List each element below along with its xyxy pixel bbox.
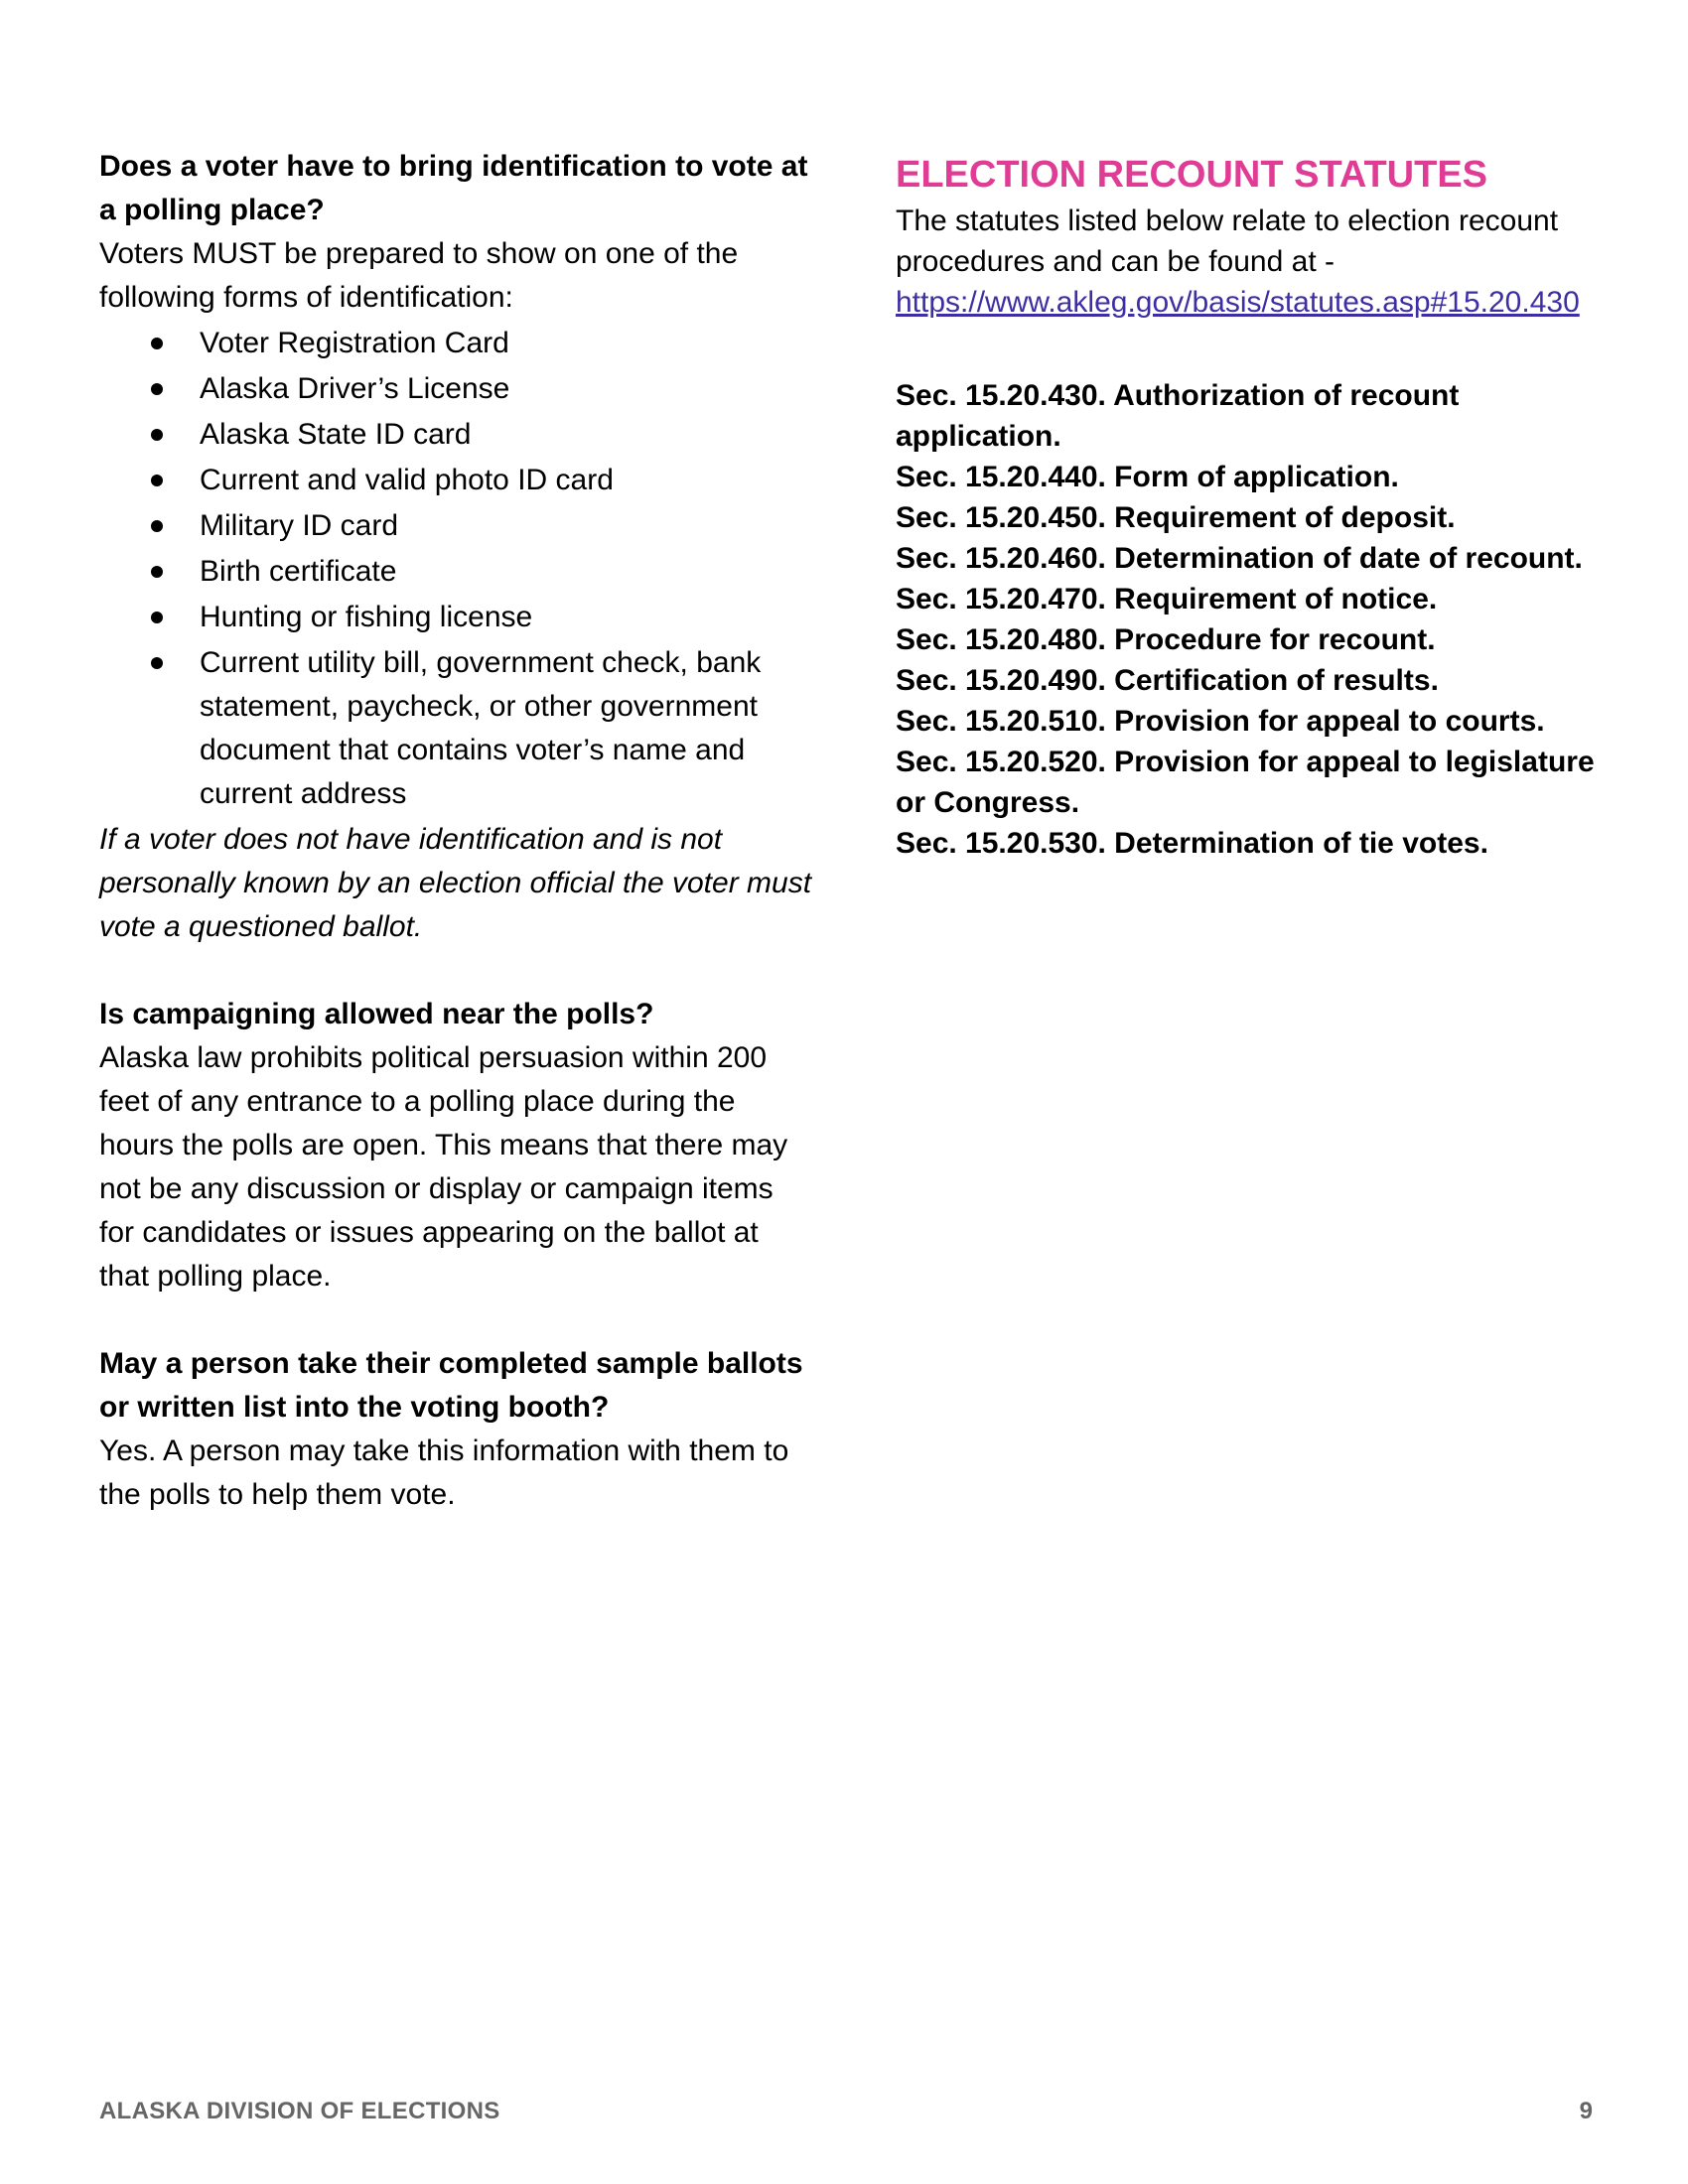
section-item: Sec. 15.20.530. Determination of tie votes.	[896, 827, 1488, 860]
section-item: Sec. 15.20.470. Requirement of notice.	[896, 583, 1438, 615]
section-heading: ELECTION RECOUNT STATUTES	[896, 154, 1488, 196]
id-list	[99, 322, 814, 816]
faq-column	[99, 145, 814, 1517]
list-item: Current utility bill, government check, bank statement, paycheck, or other government document that contains voter’s name and current address	[99, 641, 814, 816]
page-number: 9	[1579, 2098, 1593, 2124]
bullet-icon	[151, 612, 163, 623]
bullet-icon	[151, 383, 163, 395]
section-item: Sec. 15.20.480. Procedure for recount.	[896, 623, 1436, 656]
list-item: Military ID card	[99, 504, 814, 548]
section-list	[896, 375, 1611, 864]
section-item: Sec. 15.20.460. Determination of date of recount.	[896, 542, 1583, 575]
bullet-icon	[151, 338, 163, 349]
spacer	[99, 1298, 814, 1342]
campaign-answer: Alaska law prohibits political persuasion within 200 feet of any entrance to a polling place during the hours the polls are open. This means that there may not be any discussion or display or campaign items for candidates or issues appearing on the ballot at that polling place.	[99, 1041, 788, 1293]
ballot-answer: Yes. A person may take this information with them to the polls to help them vote.	[99, 1434, 789, 1511]
statutes-intro: The statutes listed below relate to election recount procedures and can be found at - https://www.akleg.gov/basis/statutes.asp#15.20.430	[896, 205, 1580, 319]
list-item: Alaska State ID card	[99, 413, 814, 457]
list-item: Birth certificate	[99, 550, 814, 594]
bullet-icon	[151, 566, 163, 578]
statutes-link[interactable]: https://www.akleg.gov/basis/statutes.asp#15.20.430	[896, 286, 1580, 319]
section-item: Sec. 15.20.490. Certification of results.	[896, 664, 1439, 697]
section-item: Sec. 15.20.440. Form of application.	[896, 461, 1399, 493]
section-item: Sec. 15.20.510. Provision for appeal to courts.	[896, 705, 1545, 738]
bullet-icon	[151, 657, 163, 669]
list-item: Hunting or fishing license	[99, 596, 814, 639]
section-item: Sec. 15.20.450. Requirement of deposit.	[896, 501, 1456, 534]
spacer	[99, 949, 814, 993]
list-item: Alaska Driver’s License	[99, 367, 814, 411]
section-item: Sec. 15.20.520. Provision for appeal to legislature or Congress.	[896, 746, 1595, 819]
section-item: Sec. 15.20.430. Authorization of recount application.	[896, 379, 1460, 453]
list-item: Current and valid photo ID card	[99, 459, 814, 502]
footer-org: ALASKA DIVISION OF ELECTIONS	[99, 2098, 500, 2124]
bullet-icon	[151, 429, 163, 441]
id-intro: Voters MUST be prepared to show on one of the following forms of identification:	[99, 237, 739, 314]
ballot-question: May a person take their completed sample ballots or written list into the voting booth?	[99, 1347, 803, 1424]
bullet-icon	[151, 475, 163, 486]
campaign-question: Is campaigning allowed near the polls?	[99, 998, 654, 1030]
statutes-column	[896, 149, 1611, 864]
list-item: Voter Registration Card	[99, 322, 814, 365]
id-note: If a voter does not have identification and is not personally known by an election official the voter must vote a questioned ballot.	[99, 823, 812, 943]
bullet-icon	[151, 520, 163, 532]
id-question: Does a voter have to bring identification to vote at a polling place?	[99, 150, 808, 226]
